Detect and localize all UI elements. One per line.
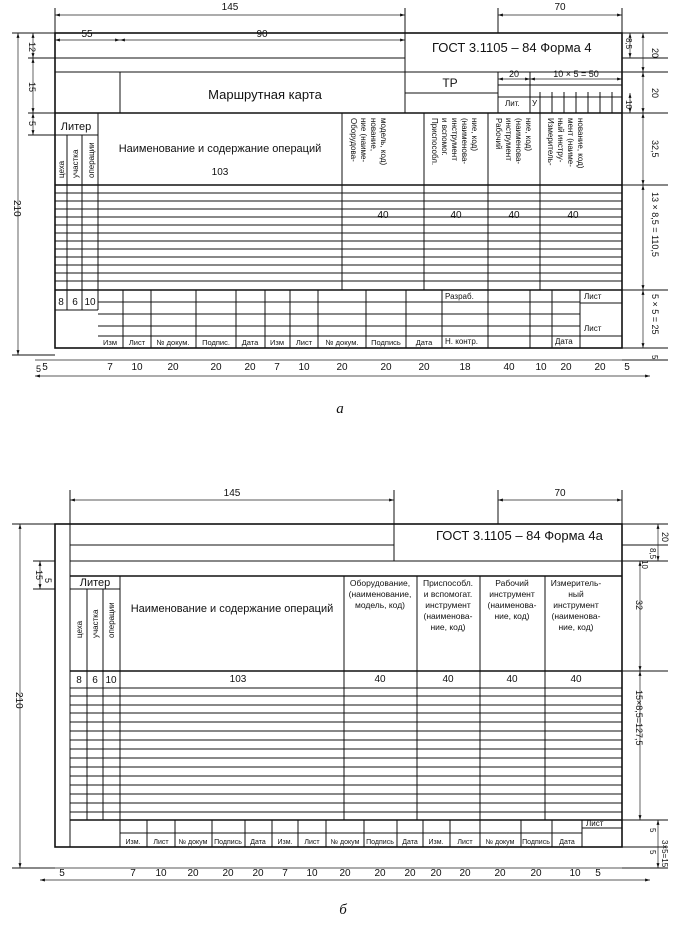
form-b-eq-1-line-1: Оборудование, bbox=[349, 578, 411, 588]
form-a-bottom-dim-2: 7 bbox=[107, 362, 113, 373]
form-a-bottom-dim-1: 5 bbox=[42, 362, 48, 373]
form-a-eq-2-line-2: и вспомог. bbox=[440, 118, 449, 156]
form-b-right-dim-4: 32 bbox=[634, 600, 644, 611]
form-b-list: Лист bbox=[586, 819, 604, 828]
form-b-bottom-dim-4: 20 bbox=[187, 868, 199, 879]
form-b-col-width-3: 40 bbox=[506, 674, 518, 685]
form-b-eq-3-line-3: (наименова- bbox=[487, 600, 537, 610]
form-b-bottom-dim-17: 5 bbox=[595, 868, 601, 879]
form-b-bottom-dim-5: 20 bbox=[222, 868, 234, 879]
form-b-operation-header: Наименование и содержание операций bbox=[130, 603, 334, 615]
form-b-right-dim-7: 5 bbox=[648, 850, 657, 855]
form-b-eq-headers bbox=[349, 578, 602, 632]
form-a-eq-2-line-4: (наименова- bbox=[460, 118, 469, 165]
form-a-eq-3-line-3: (наименова- bbox=[514, 118, 523, 165]
form-a-right-dim-3: 20 bbox=[650, 88, 660, 99]
form-b-bottom-dim-3: 10 bbox=[155, 868, 167, 879]
form-a-col-width-1: 40 bbox=[377, 210, 389, 221]
form-a-stamp-label-1: Изм bbox=[103, 338, 117, 347]
form-a-dim-5: 5 bbox=[27, 121, 37, 127]
form-b-stamp-label-15: Дата bbox=[559, 839, 575, 846]
form-b-eq-3-line-2: инструмент bbox=[489, 589, 535, 599]
form-a-bottom-dim-12: 18 bbox=[459, 362, 471, 373]
form-b-bottom-dim-12: 20 bbox=[430, 868, 442, 879]
form-b-dim-total: 145 bbox=[223, 488, 241, 499]
form-b-eq-4-line-4: (наименова- bbox=[551, 611, 601, 621]
form-a-stamp-label-2: Лист bbox=[128, 338, 146, 347]
form-a-bottom-dim-4: 20 bbox=[167, 362, 179, 373]
form-a-dim-lit-a: 20 bbox=[508, 69, 520, 79]
form-a-bottom-dim-6: 20 bbox=[244, 362, 256, 373]
form-b-stamp-label-8: № докум bbox=[330, 839, 360, 846]
form-a-eq-4-line-4: нование, код) bbox=[576, 118, 585, 169]
form-a-rows bbox=[55, 193, 622, 281]
form-b-stamp-labels bbox=[126, 839, 575, 846]
form-a-dim-margin: 5 bbox=[36, 364, 42, 374]
form-b-rows bbox=[70, 688, 622, 812]
form-a bbox=[11, 2, 668, 417]
form-b-eq-3-line-1: Рабочий bbox=[495, 578, 529, 588]
form-b-liter-header: Литер bbox=[79, 577, 111, 589]
form-a-eq-1-line-2: ние (наиме- bbox=[359, 118, 368, 163]
form-b-operation-width: 103 bbox=[229, 674, 247, 685]
form-a-list-1: Лист bbox=[584, 292, 602, 301]
form-a-razrab: Разраб. bbox=[445, 292, 474, 301]
form-a-right-dim-6: 13 × 8,5 = 110,5 bbox=[650, 192, 660, 257]
form-a-dim-total: 145 bbox=[221, 2, 239, 13]
lit-subcells bbox=[540, 92, 612, 113]
form-a-right-dim-2: 20 bbox=[650, 48, 660, 59]
form-b-col-width-2: 40 bbox=[442, 674, 454, 685]
form-a-right-dim-5: 32,5 bbox=[650, 140, 660, 158]
form-a-stamp-label-5: Дата bbox=[241, 338, 259, 347]
form-b-stamp-label-1: Изм. bbox=[125, 839, 141, 846]
form-a-standard: ГОСТ 3.1105 – 84 Форма 4 bbox=[432, 40, 592, 55]
form-b-liter-col-2: участка bbox=[91, 609, 100, 638]
form-b-standard: ГОСТ 3.1105 – 84 Форма 4а bbox=[436, 528, 603, 543]
form-a-liter-w-2: 6 bbox=[72, 297, 78, 308]
form-b-eq-2-line-4: (наименова- bbox=[423, 611, 473, 621]
form-b-liter-col-3: операции bbox=[107, 602, 116, 638]
form-b-eq-2-line-1: Приспособл. bbox=[422, 578, 474, 588]
form-a-title: Маршрутная карта bbox=[208, 87, 322, 102]
form-a-eq-2-line-1: Приспособл. bbox=[430, 118, 439, 166]
form-b-bottom-dim-2: 7 bbox=[130, 868, 136, 879]
form-a-bottom-dim-13: 40 bbox=[503, 362, 515, 373]
form-b-bottom-dim-10: 20 bbox=[374, 868, 386, 879]
form-a-eq-headers bbox=[349, 118, 585, 169]
form-a-col-width-4: 40 bbox=[567, 210, 579, 221]
form-a-liter-col-1: цеха bbox=[57, 160, 66, 178]
form-a-dim-right: 70 bbox=[554, 2, 566, 13]
form-a-dim-lit-b: 10 × 5 = 50 bbox=[553, 69, 599, 79]
form-b-liter-w-2: 6 bbox=[92, 675, 98, 686]
form-b-bottom-dim-15: 20 bbox=[530, 868, 542, 879]
form-b-stamp-label-13: № докум bbox=[485, 839, 515, 846]
form-b-eq-3-line-4: ние, код) bbox=[494, 611, 530, 621]
form-b-bottom-dim-6: 20 bbox=[252, 868, 264, 879]
form-a-u: У bbox=[532, 99, 538, 108]
form-a-col-width-3: 40 bbox=[508, 210, 520, 221]
form-a-bottom-dim-16: 20 bbox=[594, 362, 606, 373]
form-b-eq-4-line-3: инструмент bbox=[553, 600, 599, 610]
form-a-right-dims bbox=[624, 38, 660, 360]
form-a-bottom-dim-3: 10 bbox=[131, 362, 143, 373]
form-a-eq-4-line-1: Измеритель- bbox=[546, 118, 555, 166]
form-a-bottom-dim-10: 20 bbox=[380, 362, 392, 373]
form-a-liter-w-3: 10 bbox=[84, 297, 96, 308]
form-b-liter-w-1: 8 bbox=[76, 675, 82, 686]
form-a-bottom-dim-15: 20 bbox=[560, 362, 572, 373]
form-a-col-width-2: 40 bbox=[450, 210, 462, 221]
form-b-dim-5: 5 bbox=[43, 578, 53, 584]
form-a-liter-col-2: участка bbox=[71, 149, 80, 178]
form-b-eq-1-line-3: модель, код) bbox=[354, 600, 406, 610]
form-a-stamp-label-3: № докум. bbox=[156, 338, 190, 347]
form-b-eq-4-line-1: Измеритель- bbox=[550, 578, 602, 588]
form-b-col-width-1: 40 bbox=[374, 674, 386, 685]
form-a-stamp-label-10: Дата bbox=[415, 338, 433, 347]
form-b-stamp-label-5: Дата bbox=[250, 839, 266, 846]
form-a-stamp-labels bbox=[103, 338, 433, 347]
form-b-eq-4-line-5: ние, код) bbox=[558, 622, 594, 632]
form-a-bottom-dim-14: 10 bbox=[535, 362, 547, 373]
form-a-bottom-dim-11: 20 bbox=[418, 362, 430, 373]
form-b-dim-210: 210 bbox=[13, 692, 24, 709]
form-a-dim-left: 55 bbox=[81, 29, 93, 40]
form-b-right-dim-8: 3×5=15 bbox=[660, 840, 669, 868]
form-a-right-dim-8: 5 bbox=[650, 355, 659, 360]
form-a-data: Дата bbox=[555, 337, 573, 346]
form-a-eq-2-line-5: ние, код) bbox=[470, 118, 479, 151]
form-b-bottom-dim-1: 5 bbox=[59, 868, 65, 879]
form-b-stamp-label-12: Лист bbox=[457, 839, 473, 846]
form-a-eq-2-line-3: инструмент bbox=[450, 118, 459, 161]
form-b-caption: б bbox=[339, 902, 347, 918]
form-a-eq-4-line-3: мент (наиме- bbox=[566, 118, 575, 167]
form-b-bottom-dim-9: 20 bbox=[339, 868, 351, 879]
form-b-bottom-dim-7: 7 bbox=[282, 868, 288, 879]
form-b-stamp-label-10: Дата bbox=[402, 839, 418, 846]
form-a-bottom-dims bbox=[42, 362, 630, 373]
form-b-eq-2-line-5: ние, код) bbox=[430, 622, 466, 632]
form-b-eq-4-line-2: ный bbox=[568, 589, 584, 599]
form-a-eq-3-line-4: ние, код) bbox=[524, 118, 533, 151]
form-a-stamp-label-8: № докум. bbox=[325, 338, 359, 347]
form-b-stamp-label-7: Лист bbox=[304, 839, 320, 846]
form-a-bottom-dim-8: 10 bbox=[298, 362, 310, 373]
form-a-list-2: Лист bbox=[584, 324, 602, 333]
form-b-bottom-dims bbox=[59, 868, 601, 879]
form-b-dim-15: 15 bbox=[34, 570, 44, 581]
form-a-bottom-dim-9: 20 bbox=[336, 362, 348, 373]
form-b-bottom-dim-16: 10 bbox=[569, 868, 581, 879]
form-a-dim-mid: 90 bbox=[256, 29, 268, 40]
form-a-stamp-label-9: Подпись bbox=[371, 338, 401, 347]
form-a-eq-1-line-1: Оборудова- bbox=[349, 118, 358, 162]
form-a-caption: а bbox=[336, 401, 344, 417]
form-a-liter-header: Литер bbox=[60, 121, 92, 133]
form-a-stamp-label-6: Изм bbox=[270, 338, 284, 347]
form-a-right-dim-1: 8,5 bbox=[624, 38, 633, 50]
form-a-dim-210: 210 bbox=[11, 200, 22, 217]
form-b-dim-right: 70 bbox=[554, 488, 566, 499]
form-a-bottom-dim-7: 7 bbox=[274, 362, 280, 373]
form-b-right-dim-6: 5 bbox=[648, 828, 657, 833]
form-a-bottom-dim-5: 20 bbox=[210, 362, 222, 373]
form-a-stamp-label-7: Лист bbox=[295, 338, 313, 347]
form-b-stamp-label-4: Подпись bbox=[214, 839, 242, 846]
form-a-n-kontr: Н. контр. bbox=[445, 337, 479, 346]
form-b-liter-col-1: цеха bbox=[75, 620, 84, 638]
form-a-stamp-label-4: Подпис. bbox=[202, 338, 230, 347]
form-b-col-width-4: 40 bbox=[570, 674, 582, 685]
form-a-bottom-dim-17: 5 bbox=[624, 362, 630, 373]
form-a-right-dim-4: 10 bbox=[624, 100, 633, 109]
form-b-stamp-label-6: Изм. bbox=[277, 839, 293, 846]
form-a-lit: Лит. bbox=[505, 99, 520, 108]
form-b-liter-w-3: 10 bbox=[105, 675, 117, 686]
form-a-dimensions bbox=[12, 8, 668, 376]
form-a-eq-3-line-1: Рабочий bbox=[494, 118, 503, 150]
form-a-eq-1-line-3: нование, bbox=[369, 118, 378, 152]
form-b-stamp-label-3: № докум bbox=[178, 839, 208, 846]
form-b-bottom-dim-8: 10 bbox=[306, 868, 318, 879]
form-b-stamp-label-2: Лист bbox=[153, 839, 169, 846]
form-a-dim-15: 15 bbox=[27, 82, 37, 93]
form-a-liter-col-3: операции bbox=[87, 142, 96, 178]
form-b-right-dim-3: 8,5 bbox=[648, 548, 657, 560]
form-a-right-dim-7: 5 × 5 = 25 bbox=[650, 294, 660, 335]
form-b-eq-2-line-3: инструмент bbox=[425, 600, 471, 610]
form-b-eq-1-line-2: (наименование, bbox=[348, 589, 412, 599]
form-b-bottom-dim-11: 20 bbox=[404, 868, 416, 879]
form-b-right-dim-1: 20 bbox=[660, 532, 670, 543]
form-a-eq-1-line-4: модель, код) bbox=[379, 118, 388, 166]
form-b-bottom-dim-14: 20 bbox=[494, 868, 506, 879]
form-b bbox=[12, 488, 670, 918]
form-b-stamp-label-9: Подпись bbox=[366, 839, 394, 846]
form-a-operation-header: Наименование и содержание операций bbox=[118, 143, 322, 155]
form-a-dim-12: 12 bbox=[27, 42, 37, 53]
form-b-stamp-label-11: Изм. bbox=[428, 839, 444, 846]
form-a-eq-3-line-2: инструмент bbox=[504, 118, 513, 161]
form-b-right-dim-2: 10 bbox=[640, 560, 649, 569]
form-b-eq-2-line-2: и вспомогат. bbox=[423, 589, 473, 599]
form-a-eq-4-line-2: ный инстру- bbox=[556, 118, 565, 163]
form-b-right-dims bbox=[634, 532, 670, 868]
form-b-stamp-label-14: Подпись bbox=[522, 839, 550, 846]
form-b-bottom-dim-13: 20 bbox=[459, 868, 471, 879]
form-a-liter-w-1: 8 bbox=[58, 297, 64, 308]
form-a-tp: ТР bbox=[442, 76, 458, 90]
form-b-right-dim-5: 15×8,5=127,5 bbox=[634, 690, 644, 746]
form-a-operation-width: 103 bbox=[211, 167, 229, 178]
